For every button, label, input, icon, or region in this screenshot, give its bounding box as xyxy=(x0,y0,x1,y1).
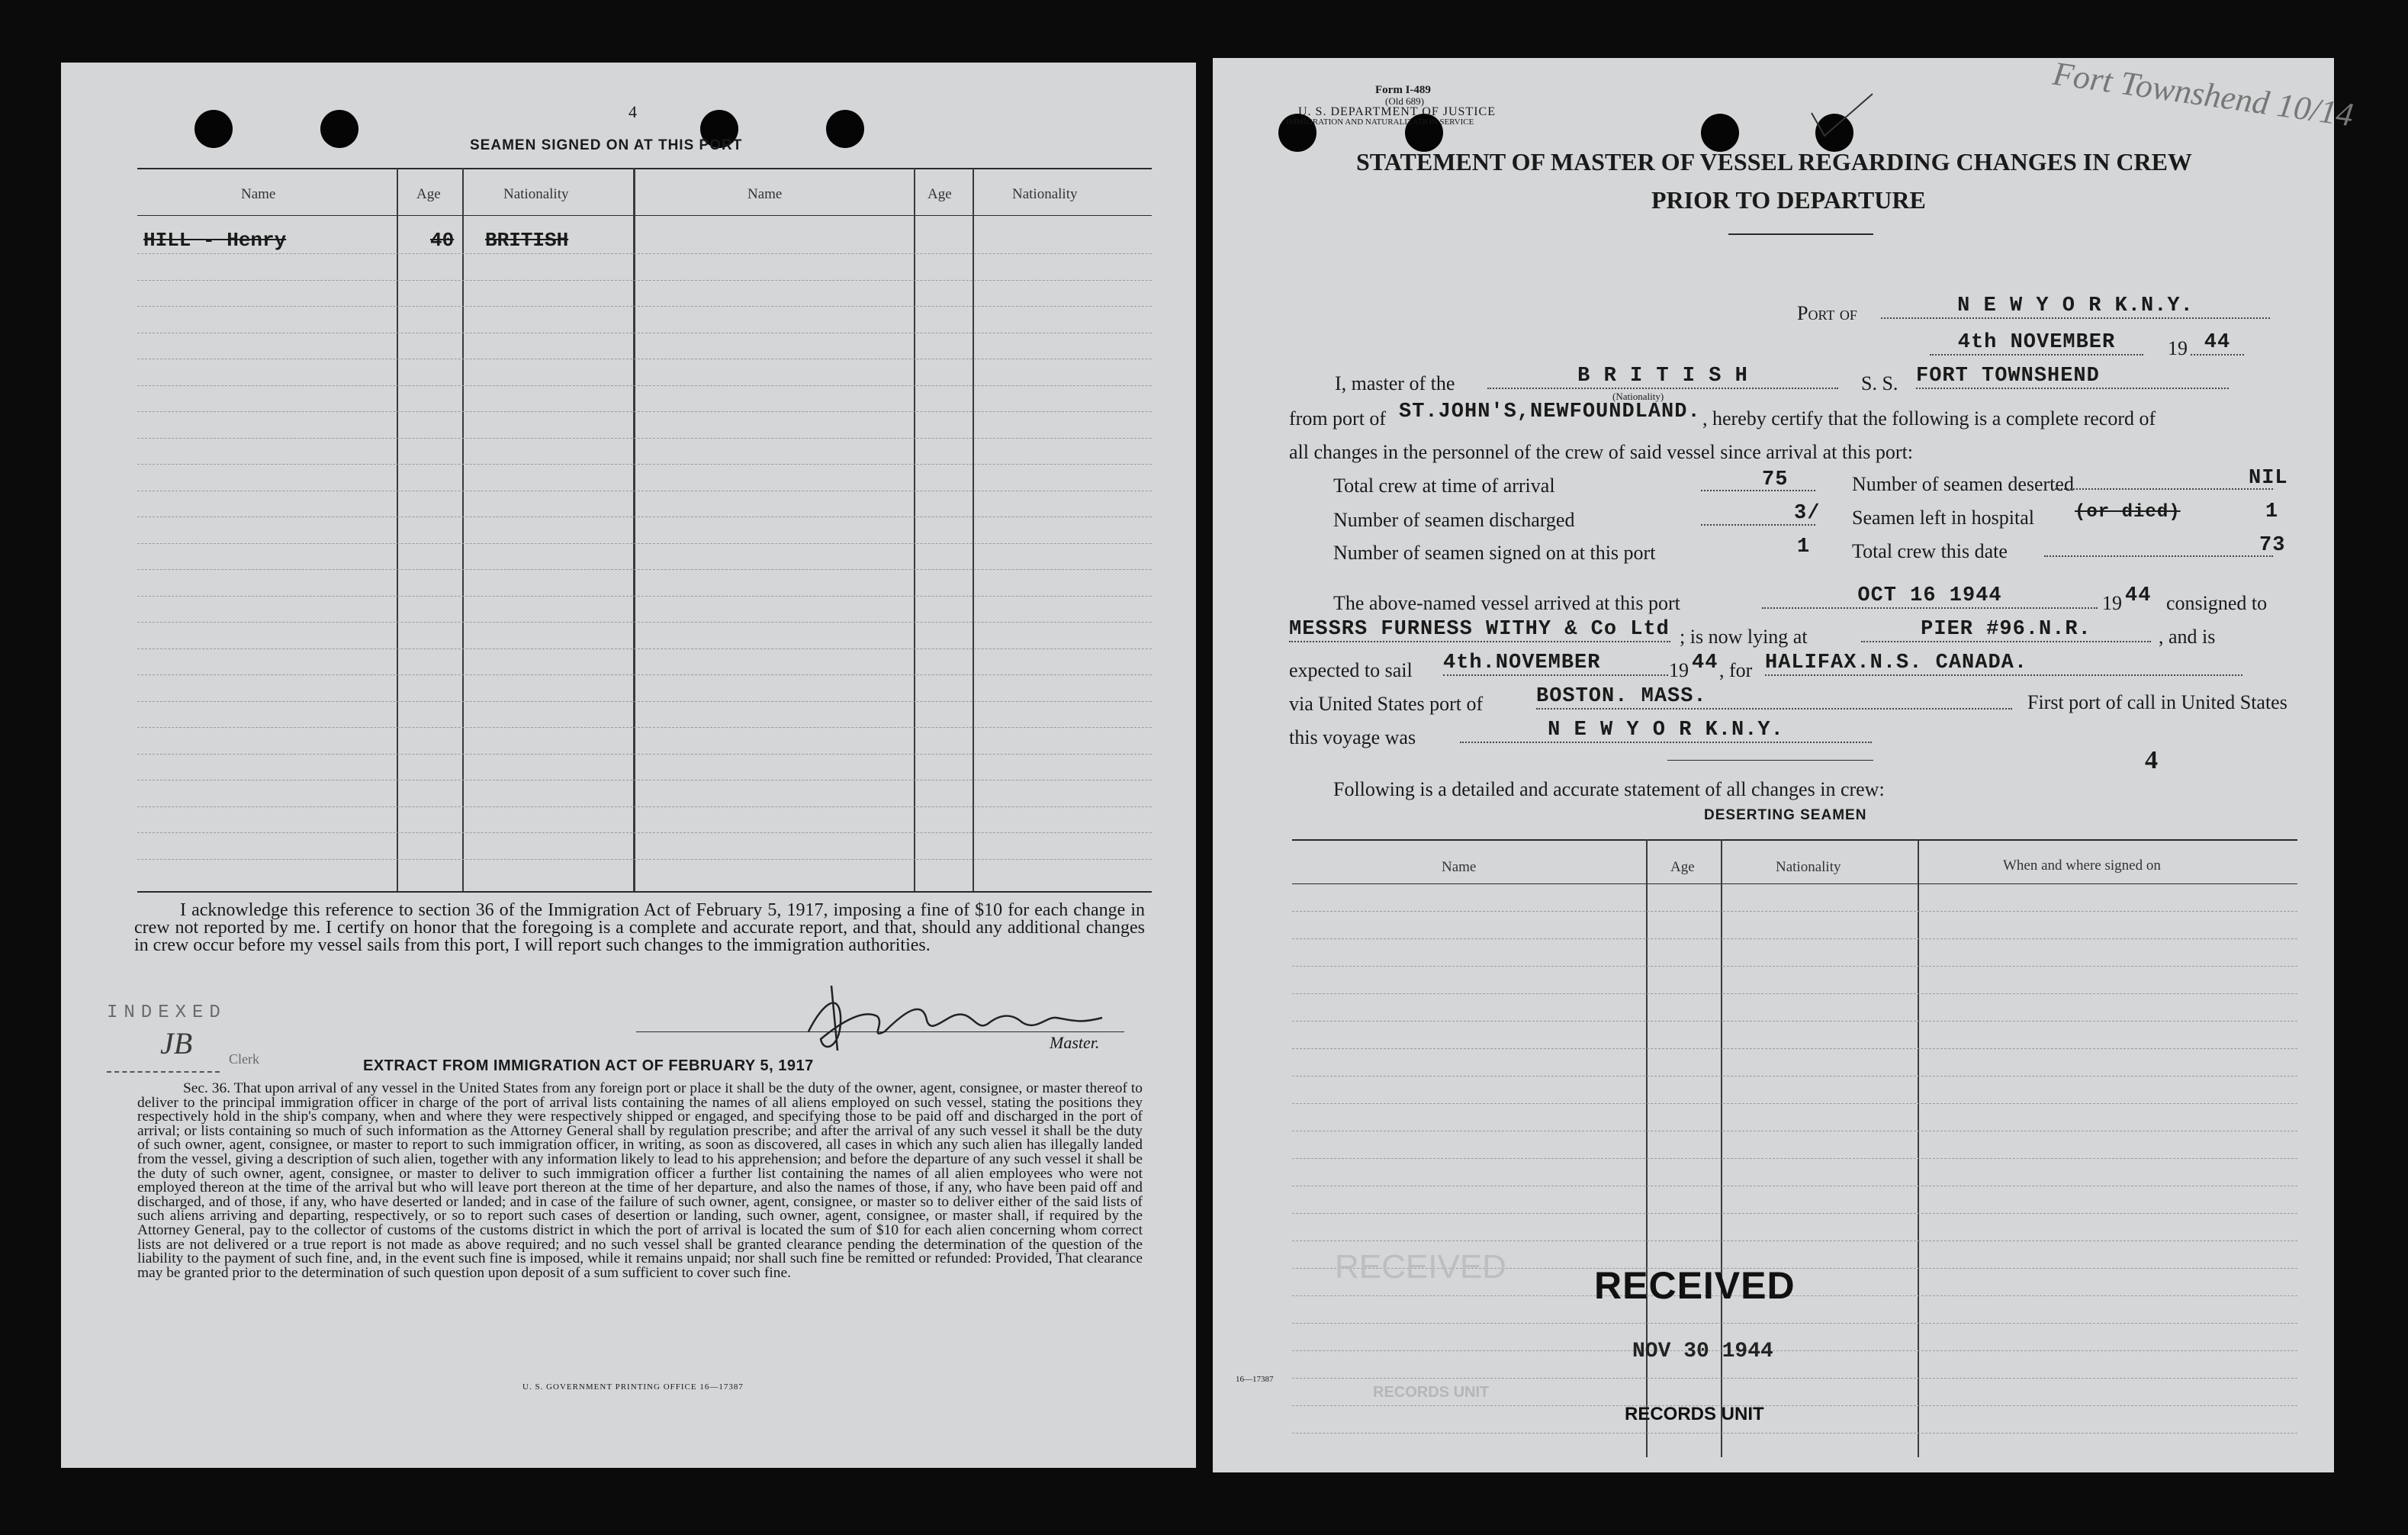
destination-value: HALIFAX.N.S. CANADA. xyxy=(1765,652,2242,676)
column-divider xyxy=(633,168,635,891)
consigned-label: consigned to xyxy=(2166,592,2268,614)
indexed-stamp: INDEXED xyxy=(107,1002,227,1023)
from-port-value: ST.JOHN'S,NEWFOUNDLAND. xyxy=(1399,401,1701,423)
column-divider xyxy=(397,168,398,891)
stat-value: NIL xyxy=(2249,467,2288,490)
year-value: 44 xyxy=(2191,331,2244,356)
table-row-line xyxy=(1292,1158,2297,1159)
handwritten-number: 4 xyxy=(2145,746,2158,774)
table-row-line xyxy=(1292,1213,2297,1214)
table-row-line xyxy=(1292,966,2297,967)
column-divider xyxy=(1918,839,1919,1457)
table-row-line xyxy=(137,516,1152,517)
table-row-line xyxy=(1292,1433,2297,1434)
dot-leader xyxy=(2044,555,2273,557)
year-field xyxy=(2191,331,2244,356)
column-divider xyxy=(462,168,464,891)
ss-label: S. S. xyxy=(1861,372,1898,394)
table-row-line xyxy=(137,701,1152,702)
punch-hole xyxy=(826,110,864,148)
table-header-rule xyxy=(137,215,1152,216)
left-page xyxy=(61,63,1196,1468)
table-row-line xyxy=(1292,993,2297,994)
right-page xyxy=(1213,54,2356,1472)
year-prefix: 19 xyxy=(2168,337,2188,359)
stat-label: Seamen left in hospital xyxy=(1852,507,2035,529)
year-prefix: 19 xyxy=(1669,659,1689,681)
date-value: 4th NOVEMBER xyxy=(1930,331,2143,356)
port-of-value: N E W Y O R K.N.Y. xyxy=(1881,294,2270,319)
arrived-date-field xyxy=(1762,584,2098,609)
extract-title: EXTRACT FROM IMMIGRATION ACT OF FEBRUARY 5, 1917 xyxy=(363,1057,814,1074)
column-header-name: Name xyxy=(241,186,276,202)
nationality-caption: (Nationality) xyxy=(1612,391,1664,402)
service: IMMIGRATION AND NATURALIZATION SERVICE xyxy=(1286,117,1474,127)
port-of-field xyxy=(1881,294,2270,319)
punch-hole xyxy=(1701,114,1739,152)
stat-value: 75 xyxy=(1762,468,1789,491)
table-row-line xyxy=(137,411,1152,412)
arrived-date-value: OCT 16 1944 xyxy=(1762,584,2098,609)
year-prefix: 19 xyxy=(2102,592,2122,614)
lying-at-field xyxy=(1861,618,2151,642)
expected-label: expected to sail xyxy=(1289,659,1413,681)
records-unit-faint: RECORDS UNIT xyxy=(1373,1384,1490,1401)
table-row-line xyxy=(1292,1048,2297,1049)
entry-name: HILL - Henry xyxy=(143,229,287,252)
stat-value: 3/ xyxy=(1794,502,1821,525)
table-row-line xyxy=(137,543,1152,544)
table-top-rule xyxy=(1292,839,2297,841)
table-row-line xyxy=(137,464,1152,465)
consignee-field xyxy=(1289,618,1670,642)
table-row-line xyxy=(1292,1323,2297,1324)
printer-line: U. S. GOVERNMENT PRINTING OFFICE 16—17387 xyxy=(522,1382,744,1392)
sail-date-value: 4th.NOVEMBER xyxy=(1443,652,1668,676)
received-stamp: RECEIVED xyxy=(1594,1264,1796,1307)
table-row-line xyxy=(137,727,1152,728)
punch-hole xyxy=(320,110,358,148)
arrived-label: The above-named vessel arrived at this port xyxy=(1333,592,1680,614)
form-number: Form I-489 xyxy=(1375,84,1431,96)
table-row-line xyxy=(1292,938,2297,939)
dot-leader xyxy=(1701,490,1815,491)
date-field xyxy=(1930,331,2143,356)
records-unit-stamp: RECORDS UNIT xyxy=(1625,1404,1764,1424)
form-title: STATEMENT OF MASTER OF VESSEL REGARDING CHANGES IN CREW xyxy=(1356,148,2192,175)
stat-label: Number of seamen discharged xyxy=(1333,509,1575,531)
from-port-label: from port of xyxy=(1289,407,1387,430)
table-row-line xyxy=(137,253,1152,254)
ship-name-field xyxy=(1916,365,2229,389)
all-changes-text: all changes in the personnel of the crew of said vessel since arrival at this port: xyxy=(1289,441,1914,463)
column-divider xyxy=(1646,839,1648,1457)
master-signature-line xyxy=(636,1031,1124,1032)
destination-field xyxy=(1765,652,2242,676)
for-label: , for xyxy=(1719,659,1753,681)
table-row-line xyxy=(137,859,1152,860)
column-header-nationality: Nationality xyxy=(1012,186,1078,202)
stat-label: Total crew this date xyxy=(1852,540,2008,562)
via-port-field xyxy=(1536,685,2012,710)
nationality-value: B R I T I S H xyxy=(1487,365,1838,389)
table-header-rule xyxy=(1292,883,2297,884)
stat-label: Number of seamen deserted xyxy=(1852,473,2074,495)
column-divider xyxy=(914,168,915,891)
old-form-number: (Old 689) xyxy=(1385,95,1424,107)
printer-code: 16—17387 xyxy=(1236,1375,1274,1384)
table-row-line xyxy=(1292,1021,2297,1022)
short-rule xyxy=(1667,760,1873,761)
lying-at-value: PIER #96.N.R. xyxy=(1861,618,2151,642)
stat-label: Total crew at time of arrival xyxy=(1333,475,1555,497)
column-header-when-where: When and where signed on xyxy=(2003,858,2161,874)
page-number: 4 xyxy=(629,102,637,121)
table-row-line xyxy=(137,832,1152,833)
clerk-stamp: Clerk xyxy=(229,1051,259,1067)
first-port-field xyxy=(1460,719,1872,743)
ship-name-value: FORT TOWNSHEND xyxy=(1916,365,2229,389)
column-header-age: Age xyxy=(1670,859,1695,875)
table-row-line xyxy=(1292,1405,2297,1406)
lying-label: ; is now lying at xyxy=(1680,626,1808,648)
arrived-year: 44 xyxy=(2125,584,2152,607)
master-label: Master. xyxy=(1050,1033,1100,1052)
stat-label: Number of seamen signed on at this port xyxy=(1333,542,1656,564)
table-row-line xyxy=(137,280,1152,281)
column-header-age: Age xyxy=(928,186,952,202)
stat-value: 1 xyxy=(2265,500,2279,523)
stat-value: 1 xyxy=(1797,536,1811,558)
sail-year: 44 xyxy=(1692,652,1718,674)
table-row-line xyxy=(137,622,1152,623)
clerk-line xyxy=(107,1071,220,1073)
nationality-field xyxy=(1487,365,1838,389)
dot-leader xyxy=(1701,524,1815,526)
column-header-name: Name xyxy=(1442,859,1477,875)
column-header-age: Age xyxy=(416,186,441,202)
table-row-line xyxy=(137,385,1152,386)
sail-date-field xyxy=(1443,652,1668,676)
via-label: via United States port of xyxy=(1289,693,1484,715)
first-port-value: N E W Y O R K.N.Y. xyxy=(1460,719,1872,743)
consignee-value: MESSRS FURNESS WITHY & Co Ltd xyxy=(1289,618,1670,641)
table-row-line xyxy=(1292,1103,2297,1104)
check-mark xyxy=(1808,90,1876,147)
table-row-line xyxy=(137,569,1152,570)
first-port-label: First port of call in United States xyxy=(2027,691,2287,713)
column-divider xyxy=(1721,839,1722,1457)
acknowledgement-text: I acknowledge this reference to section 36 of the Immigration Act of February 5, 1917, imposing a fine of $10 for each change in crew not reported by me. I certify on honor that the foregoing is a complete and accurate report, and that, should any additional changes in crew occur before my vessel sails from this port, I will report such changes to the immigration authorities. xyxy=(134,900,1145,955)
table-row-line xyxy=(137,648,1152,649)
table-row-line xyxy=(137,306,1152,307)
column-divider xyxy=(973,168,974,891)
following-text: Following is a detailed and accurate statement of all changes in crew: xyxy=(1333,778,1885,800)
table-bottom-rule xyxy=(137,891,1152,893)
voyage-label: this voyage was xyxy=(1289,726,1416,748)
and-is-label: , and is xyxy=(2159,626,2216,648)
entry-age: 40 xyxy=(430,229,455,252)
port-of-label: Port of xyxy=(1797,302,1857,324)
department: U. S. DEPARTMENT OF JUSTICE xyxy=(1298,105,1496,118)
column-header-nationality: Nationality xyxy=(503,186,569,202)
table-row-line xyxy=(137,806,1152,807)
received-stamp-faint: RECEIVED xyxy=(1335,1248,1506,1286)
handwritten-note: Fort Townshend 10/14 xyxy=(2050,54,2356,134)
table-row-line xyxy=(1292,911,2297,912)
via-port-value: BOSTON. MASS. xyxy=(1536,685,2012,710)
table-row-line xyxy=(137,754,1152,755)
table-top-rule xyxy=(137,168,1152,169)
deserting-title: DESERTING SEAMEN xyxy=(1704,807,1867,823)
extract-text: Sec. 36. That upon arrival of any vessel in the United States from any foreign port or place it shall be the duty of the owner, agent, consignee, or master thereof to deliver to the principal immigration officer in charge of the port of arrival lists containing the names of all aliens employed on such vessel, stating the positions they respectively hold in the ship's company, when and where they were respectively shipped or engaged, and specifying those to be paid off and discharged in the port of arrival; or lists containing so much of such information as the Attorney General shall by regulation prescribe; and after the arrival of any such vessel it shall be the duty of such owner, agent, consignee, or master to report to such immigration officer, in writing, as soon as discovered, all cases in which any such alien has illegally landed from the vessel, giving a description of such alien, together with any information likely to lead to his apprehension; and before the departure of any such vessel it shall be the duty of such owner, agent, consignee, or master to deliver to such immigration officer a further list containing the names of all alien employees who were not employed thereon at the time of the arrival but who will leave port thereon at the time of her departure, and also the names of those, if any, who have been paid off and discharged, and of those, if any, who have deserted or landed; and in case of the failure of such owner, agent, consignee, or master so to deliver either of the said lists of such aliens arriving and departing, respectively, or so to report such cases of desertion or landing, such owner, agent, consignee, or master shall, if required by the Attorney General, pay to the collector of customs of the customs district in which the port of arrival is located the sum of $10 for each alien concerning whom correct lists are not delivered or a true report is not made as above required; and no such vessel shall be granted clearance pending the determination of the question of the liability to the payment of such fine, and, in the event such fine is imposed, while it remains unpaid; nor shall such fine be remitted or refunded: Provided, That clearance may be granted prior to the determination of such question upon deposit of a sum sufficient to cover such fine. xyxy=(137,1080,1143,1281)
title-rule xyxy=(1728,233,1873,235)
form-subtitle: PRIOR TO DEPARTURE xyxy=(1651,186,1926,214)
table-row-line xyxy=(137,438,1152,439)
clerk-initials: JB xyxy=(160,1026,193,1060)
table-row-line xyxy=(1292,1350,2297,1351)
table-row-line xyxy=(137,596,1152,597)
stat-value: 73 xyxy=(2259,534,2286,557)
table-row-line xyxy=(137,674,1152,675)
table-row-line xyxy=(1292,1378,2297,1379)
punch-hole xyxy=(195,110,233,148)
entry-nationality: BRITISH xyxy=(485,229,569,252)
received-date: NOV 30 1944 xyxy=(1632,1340,1773,1363)
section-title: SEAMEN SIGNED ON AT THIS PORT xyxy=(470,137,743,153)
struck-text: (or died) xyxy=(2075,502,2181,523)
master-of-label: I, master of the xyxy=(1335,372,1455,394)
certify-text: , hereby certify that the following is a complete record of xyxy=(1702,407,2156,430)
dot-leader xyxy=(2052,488,2273,490)
column-header-nationality: Nationality xyxy=(1776,859,1841,875)
column-header-name: Name xyxy=(747,186,783,202)
